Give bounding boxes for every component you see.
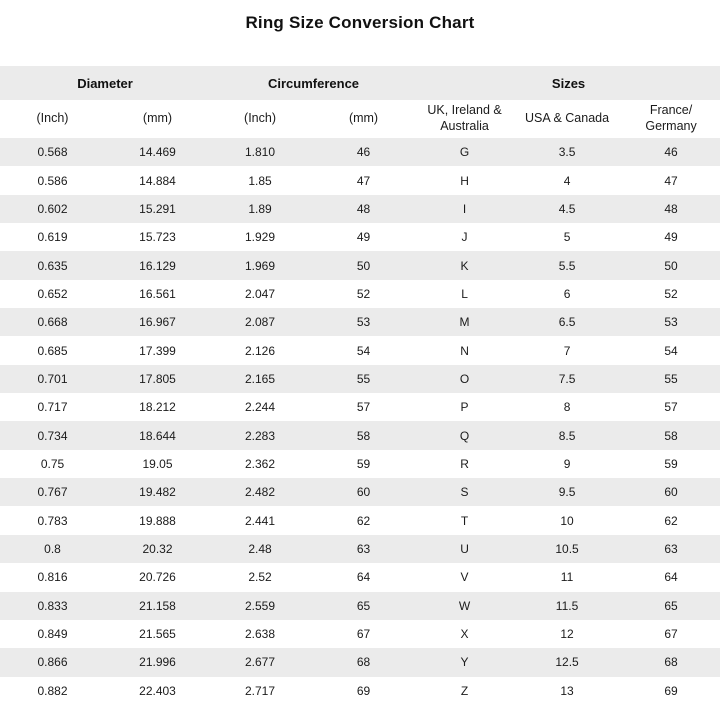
table-cell: 2.165 (245, 371, 276, 386)
table-row (0, 223, 720, 251)
col-header-usa-canada: USA & Canada (524, 111, 610, 126)
table-cell: 15.723 (139, 230, 176, 245)
table-cell: 0.619 (37, 230, 68, 245)
table-cell: 7.5 (558, 371, 576, 386)
table-cell: I (462, 201, 467, 216)
table-cell: L (461, 286, 468, 301)
col-header-uk-ireland-australia: UK, Ireland & Australia (427, 103, 502, 133)
table-cell: 0.586 (37, 173, 68, 188)
table-cell: X (460, 627, 469, 642)
table-cell: 2.126 (245, 343, 276, 358)
table-cell: 5 (563, 230, 571, 245)
table-row (0, 308, 720, 336)
table-header (0, 66, 720, 138)
table-cell: 0.816 (37, 570, 68, 585)
table-row (0, 195, 720, 223)
table-cell: 1.810 (245, 145, 276, 160)
table-cell: 12.5 (555, 655, 579, 670)
table-cell: 58 (356, 428, 371, 443)
table-cell: 0.882 (37, 683, 68, 698)
table-cell: 65 (664, 598, 678, 613)
table-cell: 11 (560, 570, 574, 585)
table-cell: 60 (356, 485, 371, 500)
table-cell: 48 (356, 201, 371, 216)
column-header-row (0, 100, 720, 138)
table-cell: 9 (563, 456, 571, 471)
table-cell: Y (460, 655, 469, 670)
table-cell: O (459, 371, 470, 386)
col-header-diameter-inch: (Inch) (36, 111, 69, 126)
table-cell: 2.087 (245, 315, 276, 330)
table-cell: 2.48 (248, 541, 272, 556)
table-cell: 50 (664, 258, 678, 273)
table-cell: 12 (560, 627, 574, 642)
table-cell: 49 (664, 230, 678, 245)
table-cell: 62 (664, 513, 678, 528)
table-cell: 59 (356, 456, 371, 471)
table-cell: 19.05 (142, 456, 173, 471)
table-cell: 65 (356, 598, 371, 613)
table-cell: 22.403 (139, 683, 176, 698)
table-row (0, 648, 720, 676)
table-row (0, 421, 720, 449)
table-cell: 3.5 (558, 145, 576, 160)
table-cell: Z (460, 683, 469, 698)
table-cell: 2.52 (248, 570, 272, 585)
ring-size-table (0, 66, 720, 705)
table-cell: 16.967 (139, 315, 176, 330)
table-cell: Q (459, 428, 470, 443)
table-cell: 0.701 (37, 371, 68, 386)
table-cell: 16.561 (139, 286, 176, 301)
table-cell: 17.399 (139, 343, 176, 358)
table-row (0, 592, 720, 620)
table-body (0, 138, 720, 705)
page-title: Ring Size Conversion Chart (245, 13, 475, 32)
table-cell: 21.996 (139, 655, 176, 670)
table-cell: 21.158 (139, 598, 176, 613)
table-cell: 14.469 (139, 145, 176, 160)
table-cell: R (460, 456, 469, 471)
table-cell: 7 (563, 343, 571, 358)
table-cell: 54 (664, 343, 678, 358)
table-cell: 11.5 (555, 598, 579, 613)
table-cell: 2.638 (245, 627, 276, 642)
col-header-france-germany: France/ Germany (645, 103, 697, 133)
table-cell: 64 (664, 570, 678, 585)
table-cell: 2.244 (245, 400, 276, 415)
table-cell: 2.677 (245, 655, 276, 670)
table-cell: 17.805 (139, 371, 176, 386)
table-cell: 16.129 (139, 258, 176, 273)
table-cell: 58 (664, 428, 678, 443)
table-cell: 0.849 (37, 627, 68, 642)
table-cell: J (461, 230, 468, 245)
table-cell: 47 (356, 173, 371, 188)
table-cell: 55 (356, 371, 371, 386)
table-row (0, 563, 720, 591)
table-cell: 5.5 (558, 258, 576, 273)
table-cell: 0.635 (37, 258, 68, 273)
table-cell: 20.726 (139, 570, 176, 585)
table-cell: V (460, 570, 469, 585)
col-header-circumference-mm: (mm) (348, 111, 379, 126)
table-cell: 68 (664, 655, 678, 670)
table-row (0, 251, 720, 279)
table-cell: 0.783 (37, 513, 68, 528)
table-cell: 2.559 (245, 598, 276, 613)
table-cell: 0.717 (37, 400, 68, 415)
table-row (0, 677, 720, 705)
table-row (0, 393, 720, 421)
table-cell: 0.568 (37, 145, 68, 160)
table-cell: 53 (664, 315, 678, 330)
table-cell: 1.969 (245, 258, 276, 273)
col-header-circumference-inch: (Inch) (244, 111, 276, 126)
table-cell: 47 (664, 173, 678, 188)
table-row (0, 478, 720, 506)
table-cell: 10.5 (555, 541, 579, 556)
table-cell: 0.685 (37, 343, 68, 358)
table-row (0, 138, 720, 166)
table-cell: 1.85 (248, 173, 272, 188)
col-header-diameter-mm: (mm) (142, 111, 173, 126)
table-cell: 55 (664, 371, 678, 386)
table-cell: 4 (563, 173, 571, 188)
table-row (0, 166, 720, 194)
table-cell: 46 (664, 145, 678, 160)
table-cell: 10 (560, 513, 574, 528)
table-row (0, 620, 720, 648)
table-cell: 64 (356, 570, 371, 585)
table-cell: 0.8 (44, 541, 61, 556)
table-cell: 68 (356, 655, 371, 670)
table-cell: 69 (356, 683, 371, 698)
table-cell: 8.5 (558, 428, 576, 443)
table-row (0, 506, 720, 534)
table-cell: N (460, 343, 469, 358)
table-cell: 1.929 (245, 230, 276, 245)
table-cell: U (460, 541, 469, 556)
table-cell: 19.482 (139, 485, 176, 500)
table-cell: 69 (664, 683, 678, 698)
table-cell: 53 (356, 315, 371, 330)
table-cell: 18.644 (139, 428, 176, 443)
group-header-sizes: Sizes (551, 75, 586, 91)
table-cell: 21.565 (139, 627, 176, 642)
table-cell: 0.602 (37, 201, 68, 216)
table-cell: 0.734 (37, 428, 68, 443)
table-cell: 0.866 (37, 655, 68, 670)
table-cell: 49 (356, 230, 371, 245)
group-header-circumference: Circumference (268, 75, 360, 91)
table-cell: 2.047 (245, 286, 276, 301)
table-cell: 9.5 (558, 485, 576, 500)
table-cell: 62 (356, 513, 371, 528)
table-cell: P (460, 400, 469, 415)
table-cell: 46 (356, 145, 371, 160)
table-cell: 8 (563, 400, 571, 415)
table-cell: 2.482 (245, 485, 276, 500)
table-cell: K (460, 258, 469, 273)
table-cell: 2.362 (245, 456, 276, 471)
table-cell: 57 (356, 400, 371, 415)
table-cell: W (458, 598, 471, 613)
table-cell: S (460, 485, 469, 500)
column-group-row (0, 66, 720, 100)
table-cell: 52 (664, 286, 678, 301)
table-cell: 18.212 (139, 400, 176, 415)
table-cell: 19.888 (139, 513, 176, 528)
table-cell: 0.668 (37, 315, 68, 330)
table-cell: 67 (356, 627, 371, 642)
table-cell: 13 (560, 683, 574, 698)
table-cell: 50 (356, 258, 371, 273)
table-cell: 59 (664, 456, 678, 471)
group-header-diameter: Diameter (77, 75, 133, 91)
table-cell: 60 (664, 485, 678, 500)
table-cell: 14.884 (139, 173, 176, 188)
table-cell: 15.291 (139, 201, 176, 216)
table-row (0, 336, 720, 364)
table-row (0, 365, 720, 393)
table-cell: 63 (664, 541, 678, 556)
table-cell: 4.5 (558, 201, 576, 216)
table-cell: 54 (356, 343, 371, 358)
table-cell: H (460, 173, 469, 188)
table-cell: 52 (356, 286, 371, 301)
table-cell: 20.32 (142, 541, 173, 556)
table-cell: 2.441 (245, 513, 276, 528)
table-cell: 67 (664, 627, 678, 642)
table-row (0, 450, 720, 478)
table-cell: T (460, 513, 469, 528)
table-cell: 63 (356, 541, 371, 556)
table-row (0, 280, 720, 308)
table-cell: 0.75 (40, 456, 65, 471)
table-cell: 0.833 (37, 598, 68, 613)
table-cell: 48 (664, 201, 678, 216)
table-row (0, 535, 720, 563)
table-cell: 2.283 (245, 428, 276, 443)
table-cell: 57 (664, 400, 678, 415)
table-cell: 1.89 (248, 201, 272, 216)
table-cell: M (459, 315, 470, 330)
table-cell: 0.767 (37, 485, 68, 500)
table-cell: 0.652 (37, 286, 68, 301)
table-cell: 6 (563, 286, 571, 301)
table-cell: 6.5 (558, 315, 576, 330)
table-cell: 2.717 (245, 683, 276, 698)
table-cell: G (459, 145, 470, 160)
